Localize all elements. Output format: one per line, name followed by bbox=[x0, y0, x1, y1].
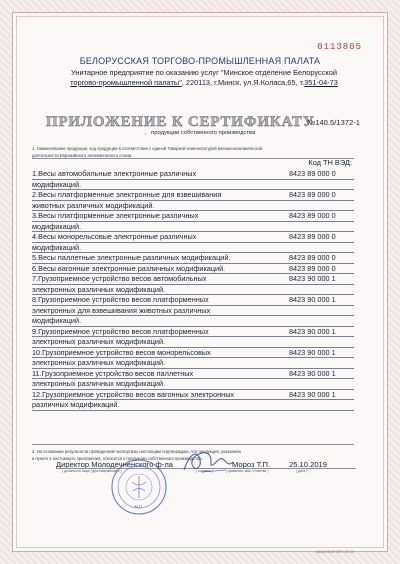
item-text: 3.Весы платформенные электронные различных bbox=[32, 211, 199, 220]
item-text: электронных для взвешивания животных различных bbox=[32, 305, 211, 315]
section-heading bbox=[32, 145, 364, 159]
product-list bbox=[32, 169, 354, 411]
list-item bbox=[32, 348, 354, 369]
chamber-name: БЕЛОРУССКАЯ ТОРГОВО-ПРОМЫШЛЕННАЯ ПАЛАТА bbox=[79, 56, 321, 66]
list-item bbox=[32, 264, 354, 275]
heading-line-2: деятельности Евразийского экономического союза bbox=[32, 153, 132, 158]
item-code: 8423 90 000 1 bbox=[289, 274, 336, 283]
list-item bbox=[32, 211, 354, 232]
caption-date: ( дата ) bbox=[296, 469, 308, 473]
item-text: 12.Грузоприемное устройство весов вагонных электронных bbox=[32, 389, 235, 399]
caption-name: ( фамилия, имя, отчество ) bbox=[226, 469, 269, 473]
item-text: модификаций. bbox=[32, 316, 82, 325]
item-code: 8423 90 000 1 bbox=[289, 389, 336, 399]
issuer-name-part: торгово-промышленной палаты" bbox=[70, 78, 182, 87]
item-text: 2.Весы платформенные электронные для взвешивания bbox=[32, 190, 222, 199]
document-subtitle bbox=[0, 130, 400, 136]
basis-line-2: в пункте 1 настоящего приложения, относится к продукции собственного производства. bbox=[32, 456, 203, 461]
item-text: 4.Весы монорельсовые электронные различных bbox=[32, 232, 197, 241]
signatory-name: Мороз Т.П. bbox=[232, 460, 271, 469]
item-code: 8423 89 000 0 bbox=[289, 263, 336, 273]
list-item bbox=[32, 274, 354, 295]
item-text: 7.Грузоприемное устройство весов автомобильных bbox=[32, 274, 207, 283]
item-text: модификаций. bbox=[32, 242, 82, 252]
list-item bbox=[32, 390, 354, 411]
caption-position: ( должность лица, удостоверяющего ) bbox=[62, 469, 122, 473]
item-text: электронных различных модификаций. bbox=[32, 337, 166, 346]
item-text: 1.Весы автомобильные электронные различных bbox=[32, 169, 197, 178]
list-item bbox=[32, 169, 354, 190]
list-item bbox=[32, 232, 354, 253]
heading-rule bbox=[32, 158, 354, 159]
item-text: модификаций. bbox=[32, 179, 82, 189]
list-item bbox=[32, 327, 354, 348]
item-code: 8423 90 000 1 bbox=[289, 347, 336, 357]
issuer-address: , 220113, г.Минск, ул.Я.Коласа,65, т. bbox=[181, 78, 305, 87]
item-code: 8423 89 000 0 bbox=[289, 253, 336, 262]
caption-sign: ( подпись ) bbox=[196, 469, 213, 473]
certificate-number: №140.5/1372-1 bbox=[307, 118, 360, 127]
issuer-line-2 bbox=[30, 78, 378, 88]
item-text: 10.Грузоприемное устройство весов монорельсовых bbox=[32, 347, 211, 357]
basis-line-1: 2. На основании результатов проведенной экспертизы настоящим подтверждаю, что продукция, указанная bbox=[32, 449, 241, 454]
subtitle-prefix: , bbox=[144, 130, 147, 136]
code-header: Код ТН ВЭД: bbox=[308, 158, 352, 167]
heading-line-1: 1. Наименование продукции, код продукции в соответствии с единой Товарной номенклатурой внешнеэкономической bbox=[32, 146, 263, 151]
list-item bbox=[32, 190, 354, 211]
issuer-line-1: Унитарное предприятие по оказанию услуг "Минское отделение Белорусской bbox=[71, 68, 337, 77]
list-item bbox=[32, 253, 354, 264]
item-code: 8423 90 000 1 bbox=[289, 368, 336, 378]
item-code: 8423 89 000 0 bbox=[289, 190, 336, 199]
print-mark: ЗАКАЗ 2019 ТИП. 22 ХХ bbox=[315, 550, 354, 554]
item-text: электронных различных модификаций. bbox=[32, 284, 166, 294]
subtitle-text: продукции собственного производства bbox=[151, 130, 256, 136]
item-text: электронных различных модификаций. bbox=[32, 379, 166, 388]
item-code: 8423 89 000 0 bbox=[289, 211, 336, 220]
list-item bbox=[32, 295, 354, 327]
item-text: 11.Грузоприемное устройство весов паллетных bbox=[32, 368, 194, 378]
item-code: 8423 89 000 0 bbox=[289, 232, 336, 241]
item-text: 5.Весы паллетные электронные различных модификаций. bbox=[32, 253, 231, 262]
item-text: различных модификаций. bbox=[32, 400, 120, 409]
item-underline bbox=[32, 410, 354, 411]
item-text: 9.Грузоприемное устройство весов платформенных bbox=[32, 326, 209, 336]
signatory-title: Директор Молодечненского ф-ла bbox=[56, 460, 173, 469]
item-code: 8423 90 000 1 bbox=[289, 326, 336, 336]
footer-rule-top bbox=[32, 444, 354, 445]
handwritten-signature-icon bbox=[180, 446, 236, 478]
issuer-phone: 351-04-73 bbox=[304, 78, 338, 87]
stamp-mark: М.П. bbox=[134, 504, 144, 509]
item-text: животных различных модификаций. bbox=[32, 200, 155, 210]
item-underline bbox=[32, 315, 354, 316]
item-code: 8423 90 000 1 bbox=[289, 295, 336, 304]
item-text: электронных различных модификаций. bbox=[32, 358, 166, 367]
official-stamp-icon bbox=[110, 458, 168, 516]
signature-date: 25.10.2019 bbox=[289, 460, 328, 469]
item-text: модификаций. bbox=[32, 221, 82, 231]
item-text: 6.Весы вагонные электронные различных модификаций. bbox=[32, 263, 226, 273]
document-title: ПРИЛОЖЕНИЕ К СЕРТИФИКАТУ bbox=[46, 114, 315, 130]
item-code: 8423 89 000 0 bbox=[289, 169, 336, 178]
serial-number: 0113805 bbox=[317, 42, 362, 52]
issuer-block bbox=[30, 68, 378, 88]
list-item bbox=[32, 369, 354, 390]
item-text: 8.Грузоприемное устройство весов платформенных bbox=[32, 295, 209, 304]
